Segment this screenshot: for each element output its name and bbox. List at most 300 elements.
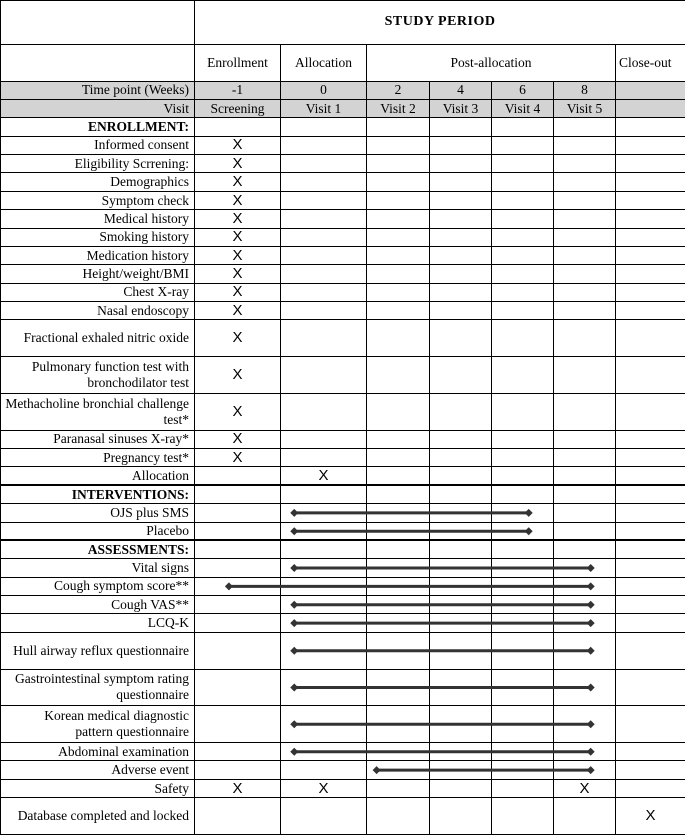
empty-cell: [281, 136, 367, 154]
empty-cell: [367, 669, 430, 706]
empty-cell: [616, 779, 685, 797]
empty-cell: [616, 210, 685, 228]
empty-cell: [492, 283, 554, 301]
empty-cell: [281, 743, 367, 761]
empty-cell: [616, 246, 685, 264]
row-label: Demographics: [1, 173, 195, 191]
phase-close-out: Close-out: [616, 44, 685, 81]
empty-cell: [281, 430, 367, 448]
x-mark: X: [281, 467, 367, 486]
empty-cell: [367, 357, 430, 394]
section-header-row: [1, 485, 685, 503]
empty-cell: [616, 559, 685, 577]
empty-cell: [367, 706, 430, 743]
x-mark: X: [554, 779, 616, 797]
empty-cell: [281, 246, 367, 264]
time-point-row: [1, 81, 685, 99]
empty-cell: [281, 522, 367, 540]
empty-cell: [367, 118, 430, 136]
row-label: Vital signs: [1, 559, 195, 577]
empty-cell: [492, 265, 554, 283]
empty-cell: [492, 320, 554, 357]
empty-cell: [281, 173, 367, 191]
empty-cell: [430, 577, 492, 595]
schedule-row: [1, 210, 685, 228]
empty-cell: [554, 265, 616, 283]
x-mark: X: [195, 210, 281, 228]
empty-cell: [492, 596, 554, 614]
empty-cell: [430, 173, 492, 191]
empty-cell: [554, 393, 616, 430]
corner-cell: [1, 1, 195, 45]
empty-cell: [281, 191, 367, 209]
empty-cell: [281, 798, 367, 835]
empty-cell: [367, 136, 430, 154]
row-label: Fractional exhaled nitric oxide: [1, 320, 195, 357]
schedule-row: [1, 246, 685, 264]
empty-cell: [281, 448, 367, 466]
empty-cell: [195, 743, 281, 761]
empty-cell: [554, 301, 616, 319]
empty-cell: [430, 430, 492, 448]
empty-cell: [492, 540, 554, 558]
empty-cell: [554, 798, 616, 835]
empty-cell: [281, 669, 367, 706]
row-label: Medical history: [1, 210, 195, 228]
empty-cell: [554, 504, 616, 522]
x-mark: X: [195, 393, 281, 430]
schedule-row: [1, 669, 685, 706]
empty-cell: [616, 136, 685, 154]
empty-cell: [554, 706, 616, 743]
empty-cell: [616, 448, 685, 466]
empty-cell: [430, 743, 492, 761]
schedule-row: [1, 577, 685, 595]
empty-cell: [554, 522, 616, 540]
x-mark: X: [195, 430, 281, 448]
empty-cell: [554, 173, 616, 191]
row-label: Smoking history: [1, 228, 195, 246]
schedule-row: [1, 357, 685, 394]
empty-cell: [554, 357, 616, 394]
empty-cell: [367, 155, 430, 173]
x-mark: X: [195, 246, 281, 264]
empty-cell: [281, 706, 367, 743]
empty-cell: [281, 118, 367, 136]
empty-cell: [554, 761, 616, 779]
empty-cell: [554, 614, 616, 632]
row-label: Eligibility Scrrening:: [1, 155, 195, 173]
empty-cell: [554, 118, 616, 136]
empty-cell: [554, 596, 616, 614]
empty-cell: [430, 228, 492, 246]
empty-cell: [367, 779, 430, 797]
empty-cell: [367, 743, 430, 761]
section-title: ENROLLMENT:: [1, 118, 195, 136]
empty-cell: [554, 448, 616, 466]
row-label: Pulmonary function test with bronchodilator test: [1, 357, 195, 394]
empty-cell: [430, 596, 492, 614]
x-mark: X: [281, 779, 367, 797]
phase-allocation: Allocation: [281, 44, 367, 81]
empty-cell: [281, 393, 367, 430]
study-period-title: STUDY PERIOD: [195, 1, 685, 45]
empty-cell: [367, 301, 430, 319]
visit-label: Visit: [1, 99, 195, 117]
schedule-row: [1, 136, 685, 154]
schedule-row: [1, 393, 685, 430]
x-mark: X: [195, 265, 281, 283]
empty-cell: [616, 743, 685, 761]
empty-cell: [616, 632, 685, 669]
schedule-row: [1, 632, 685, 669]
row-label: Methacholine bronchial challenge test*: [1, 393, 195, 430]
empty-cell: [367, 448, 430, 466]
phase-enrollment: Enrollment: [195, 44, 281, 81]
empty-cell: [616, 485, 685, 503]
row-label: Placebo: [1, 522, 195, 540]
empty-cell: [367, 191, 430, 209]
empty-cell: [616, 173, 685, 191]
empty-cell: [367, 614, 430, 632]
empty-cell: [430, 522, 492, 540]
empty-cell: [195, 669, 281, 706]
empty-cell: [430, 210, 492, 228]
x-mark: X: [195, 448, 281, 466]
schedule-row: [1, 504, 685, 522]
empty-cell: [616, 301, 685, 319]
empty-cell: [554, 559, 616, 577]
time-point-cell: [616, 81, 685, 99]
empty-cell: [430, 448, 492, 466]
empty-cell: [367, 540, 430, 558]
empty-cell: [195, 118, 281, 136]
empty-cell: [554, 246, 616, 264]
empty-cell: [195, 559, 281, 577]
schedule-row: [1, 173, 685, 191]
schedule-row: [1, 430, 685, 448]
empty-cell: [281, 485, 367, 503]
empty-cell: [195, 632, 281, 669]
section-header-row: [1, 118, 685, 136]
empty-cell: [492, 559, 554, 577]
empty-cell: [430, 614, 492, 632]
empty-cell: [616, 706, 685, 743]
row-label: Symptom check: [1, 191, 195, 209]
empty-cell: [281, 614, 367, 632]
empty-cell: [616, 614, 685, 632]
visit-cell: Screening: [195, 99, 281, 117]
empty-cell: [492, 136, 554, 154]
empty-cell: [281, 320, 367, 357]
schedule-row: [1, 265, 685, 283]
empty-cell: [492, 118, 554, 136]
phase-post-allocation: Post-allocation: [367, 44, 616, 81]
empty-cell: [430, 467, 492, 486]
empty-cell: [367, 596, 430, 614]
visit-cell: Visit 4: [492, 99, 554, 117]
empty-cell: [554, 155, 616, 173]
empty-cell: [195, 761, 281, 779]
empty-cell: [616, 118, 685, 136]
empty-cell: [554, 669, 616, 706]
empty-cell: [195, 614, 281, 632]
empty-cell: [492, 357, 554, 394]
x-mark: X: [195, 320, 281, 357]
x-mark: X: [195, 283, 281, 301]
row-label: Database completed and locked: [1, 798, 195, 835]
empty-cell: [430, 320, 492, 357]
empty-cell: [195, 467, 281, 486]
empty-cell: [616, 504, 685, 522]
empty-cell: [492, 706, 554, 743]
empty-cell: [281, 559, 367, 577]
schedule-row: [1, 155, 685, 173]
x-mark: X: [195, 155, 281, 173]
empty-cell: [430, 357, 492, 394]
empty-cell: [281, 155, 367, 173]
empty-cell: [616, 265, 685, 283]
x-mark: X: [195, 173, 281, 191]
empty-cell: [492, 430, 554, 448]
row-label: Hull airway reflux questionnaire: [1, 632, 195, 669]
schedule-row: [1, 706, 685, 743]
x-mark: X: [195, 357, 281, 394]
empty-cell: [430, 632, 492, 669]
time-point-cell: 0: [281, 81, 367, 99]
empty-cell: [616, 540, 685, 558]
row-label: Height/weight/BMI: [1, 265, 195, 283]
empty-cell: [616, 761, 685, 779]
schedule-row: [1, 559, 685, 577]
empty-cell: [616, 357, 685, 394]
row-label: Paranasal sinuses X-ray*: [1, 430, 195, 448]
schedule-row: [1, 228, 685, 246]
row-label: Cough VAS**: [1, 596, 195, 614]
visit-cell: Visit 1: [281, 99, 367, 117]
empty-cell: [281, 596, 367, 614]
empty-cell: [281, 210, 367, 228]
schedule-row: [1, 283, 685, 301]
empty-cell: [367, 210, 430, 228]
row-label: Nasal endoscopy: [1, 301, 195, 319]
section-title: INTERVENTIONS:: [1, 485, 195, 503]
empty-cell: [616, 669, 685, 706]
empty-cell: [492, 614, 554, 632]
empty-cell: [367, 522, 430, 540]
schedule-row: [1, 191, 685, 209]
empty-cell: [616, 596, 685, 614]
empty-cell: [195, 504, 281, 522]
empty-cell: [554, 210, 616, 228]
empty-cell: [195, 577, 281, 595]
empty-cell: [281, 228, 367, 246]
empty-cell: [554, 743, 616, 761]
visit-cell: [616, 99, 685, 117]
empty-cell: [492, 467, 554, 486]
empty-cell: [367, 761, 430, 779]
row-label: Medication history: [1, 246, 195, 264]
empty-cell: [281, 265, 367, 283]
empty-cell: [492, 669, 554, 706]
time-point-cell: 8: [554, 81, 616, 99]
empty-cell: [367, 173, 430, 191]
empty-cell: [195, 540, 281, 558]
x-mark: X: [616, 798, 685, 835]
empty-cell: [554, 136, 616, 154]
row-label: Informed consent: [1, 136, 195, 154]
row-label: Safety: [1, 779, 195, 797]
schedule-row: [1, 779, 685, 797]
empty-cell: [281, 283, 367, 301]
empty-cell: [430, 669, 492, 706]
empty-cell: [554, 577, 616, 595]
empty-cell: [367, 467, 430, 486]
empty-cell: [430, 706, 492, 743]
empty-cell: [367, 577, 430, 595]
empty-cell: [195, 596, 281, 614]
empty-cell: [554, 283, 616, 301]
empty-cell: [367, 632, 430, 669]
empty-cell: [281, 632, 367, 669]
time-point-cell: 4: [430, 81, 492, 99]
x-mark: X: [195, 136, 281, 154]
schedule-row: [1, 596, 685, 614]
empty-cell: [492, 761, 554, 779]
empty-cell: [430, 155, 492, 173]
empty-cell: [430, 504, 492, 522]
empty-cell: [281, 504, 367, 522]
empty-cell: [281, 357, 367, 394]
empty-cell: [492, 228, 554, 246]
empty-cell: [367, 320, 430, 357]
row-label: LCQ-K: [1, 614, 195, 632]
empty-cell: [430, 265, 492, 283]
row-label: Pregnancy test*: [1, 448, 195, 466]
empty-cell: [367, 265, 430, 283]
empty-cell: [554, 430, 616, 448]
schedule-row: [1, 320, 685, 357]
empty-cell: [492, 798, 554, 835]
empty-cell: [281, 301, 367, 319]
empty-cell: [430, 393, 492, 430]
section-header-row: [1, 540, 685, 558]
empty-cell: [430, 540, 492, 558]
schedule-row: [1, 743, 685, 761]
empty-cell: [554, 191, 616, 209]
empty-cell: [554, 632, 616, 669]
empty-cell: [554, 320, 616, 357]
empty-cell: [367, 246, 430, 264]
empty-cell: [554, 228, 616, 246]
empty-cell: [367, 430, 430, 448]
empty-cell: [616, 430, 685, 448]
time-point-label: Time point (Weeks): [1, 81, 195, 99]
empty-cell: [430, 191, 492, 209]
empty-cell: [554, 485, 616, 503]
row-label: OJS plus SMS: [1, 504, 195, 522]
empty-cell: [430, 779, 492, 797]
empty-cell: [367, 798, 430, 835]
empty-cell: [492, 504, 554, 522]
empty-cell: [554, 540, 616, 558]
empty-cell: [430, 559, 492, 577]
empty-cell: [430, 761, 492, 779]
empty-cell: [554, 467, 616, 486]
visit-cell: Visit 5: [554, 99, 616, 117]
empty-cell: [492, 522, 554, 540]
empty-cell: [430, 301, 492, 319]
empty-cell: [492, 632, 554, 669]
empty-cell: [616, 283, 685, 301]
visit-cell: Visit 3: [430, 99, 492, 117]
empty-cell: [281, 761, 367, 779]
empty-cell: [616, 155, 685, 173]
schedule-row: [1, 761, 685, 779]
empty-cell: [367, 485, 430, 503]
empty-cell: [492, 743, 554, 761]
empty-cell: [367, 283, 430, 301]
empty-cell: [430, 798, 492, 835]
empty-cell: [492, 393, 554, 430]
empty-cell: [616, 191, 685, 209]
empty-cell: [492, 301, 554, 319]
empty-cell: [616, 393, 685, 430]
empty-cell: [616, 577, 685, 595]
empty-cell: [616, 228, 685, 246]
empty-cell: [616, 320, 685, 357]
x-mark: X: [195, 228, 281, 246]
empty-cell: [492, 485, 554, 503]
time-point-cell: -1: [195, 81, 281, 99]
empty-cell: [492, 779, 554, 797]
row-label: Cough symptom score**: [1, 577, 195, 595]
section-title: ASSESSMENTS:: [1, 540, 195, 558]
time-point-cell: 6: [492, 81, 554, 99]
row-label: Chest X-ray: [1, 283, 195, 301]
schedule-row: [1, 301, 685, 319]
empty-cell: [195, 522, 281, 540]
time-point-cell: 2: [367, 81, 430, 99]
row-label: Allocation: [1, 467, 195, 486]
empty-cell: [430, 136, 492, 154]
empty-cell: [195, 798, 281, 835]
visit-row: [1, 99, 685, 117]
phase-label-cell: [1, 44, 195, 81]
empty-cell: [367, 393, 430, 430]
empty-cell: [616, 467, 685, 486]
schedule-row: [1, 522, 685, 540]
empty-cell: [281, 540, 367, 558]
empty-cell: [367, 228, 430, 246]
empty-cell: [430, 118, 492, 136]
empty-cell: [281, 577, 367, 595]
schedule-row: [1, 798, 685, 835]
empty-cell: [195, 706, 281, 743]
row-label: Gastrointestinal symptom rating questionnaire: [1, 669, 195, 706]
row-label: Korean medical diagnostic pattern questionnaire: [1, 706, 195, 743]
x-mark: X: [195, 301, 281, 319]
empty-cell: [492, 155, 554, 173]
row-label: Adverse event: [1, 761, 195, 779]
schedule-row: [1, 448, 685, 466]
empty-cell: [492, 577, 554, 595]
empty-cell: [492, 210, 554, 228]
empty-cell: [492, 173, 554, 191]
schedule-row: [1, 467, 685, 486]
empty-cell: [492, 246, 554, 264]
empty-cell: [616, 522, 685, 540]
